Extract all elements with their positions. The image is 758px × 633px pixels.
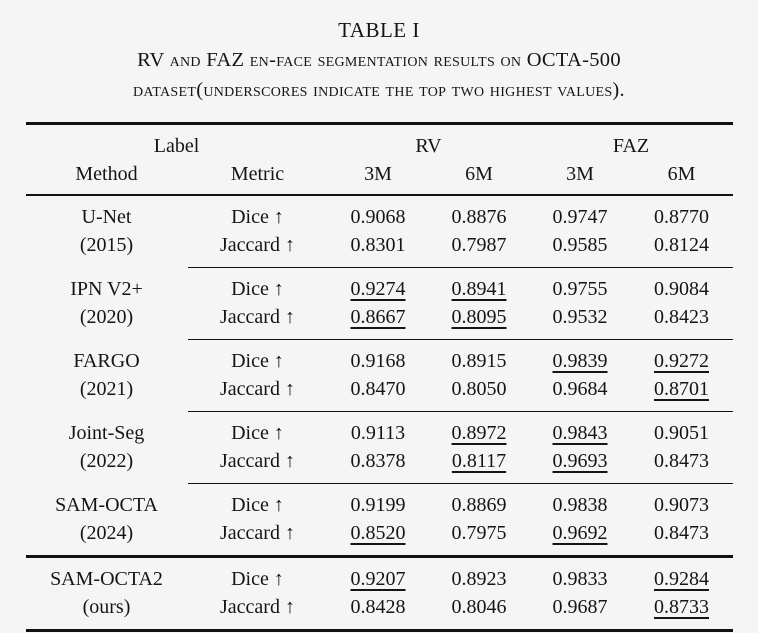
table-row — [26, 557, 733, 594]
value-cell: 0.8869 — [451, 494, 507, 516]
value-cell: 0.8428 — [350, 596, 406, 618]
value-cell — [631, 557, 733, 594]
value-cell: 0.8473 — [631, 447, 733, 484]
underlined-value: 0.8667 — [350, 306, 406, 328]
table-row — [26, 231, 733, 268]
metric-cell: Jaccard ↑ — [188, 519, 328, 557]
table-caption-block — [0, 0, 758, 105]
underlined-value: 0.8701 — [654, 378, 709, 400]
value-cell: 0.8473 — [631, 519, 733, 557]
value-cell: 0.9755 — [552, 278, 608, 300]
method-year-cell: (2022) — [79, 450, 134, 473]
value-cell: 0.8876 — [451, 206, 507, 228]
value-cell — [530, 340, 631, 376]
table-row — [26, 268, 733, 304]
results-table-body — [26, 195, 733, 631]
metric-cell: Dice ↑ — [231, 278, 284, 300]
table-row — [26, 519, 733, 557]
method-year-cell: (2020) — [79, 306, 134, 329]
method-year-cell: (2024) — [26, 519, 188, 557]
table-number: TABLE I — [338, 18, 420, 42]
value-cell: 0.9068 — [350, 206, 406, 228]
table-row — [26, 340, 733, 376]
underlined-value: 0.8941 — [451, 278, 507, 300]
header-method: Method — [26, 160, 188, 195]
underlined-value: 0.8520 — [350, 522, 406, 544]
header-faz-6m: 6M — [631, 160, 733, 195]
metric-cell: Jaccard ↑ — [220, 596, 295, 618]
method-name-cell: IPN V2+ — [70, 277, 143, 300]
metric-cell: Jaccard ↑ — [188, 375, 328, 412]
underlined-value: 0.9839 — [552, 350, 608, 372]
underlined-value: 0.9207 — [350, 568, 406, 590]
value-cell: 0.8915 — [451, 350, 507, 372]
method-name-cell: Joint-Seg — [68, 421, 145, 444]
header-metric: Metric — [188, 160, 328, 195]
value-cell — [328, 557, 429, 594]
value-cell: 0.8301 — [328, 231, 429, 268]
method-name-cell: U-Net — [81, 206, 132, 228]
value-cell — [530, 447, 631, 484]
underlined-value: 0.9843 — [552, 422, 608, 444]
metric-cell: Dice ↑ — [231, 568, 284, 590]
table-row — [26, 412, 733, 448]
table-row — [26, 303, 733, 340]
underlined-value: 0.9272 — [654, 350, 709, 372]
value-cell: 0.9113 — [350, 422, 406, 444]
value-cell: 0.8050 — [429, 375, 530, 412]
value-cell: 0.9833 — [552, 568, 608, 590]
value-cell — [328, 268, 429, 304]
metric-cell: Jaccard ↑ — [188, 303, 328, 340]
metric-cell: Jaccard ↑ — [188, 447, 328, 484]
underlined-value: 0.8117 — [451, 450, 507, 472]
underlined-value: 0.9693 — [552, 450, 608, 472]
value-cell: 0.9747 — [552, 206, 608, 228]
value-cell: 0.8378 — [328, 447, 429, 484]
table-row — [26, 195, 733, 231]
method-name-cell: SAM-OCTA2 — [50, 568, 163, 590]
value-cell — [429, 447, 530, 484]
value-cell: 0.9073 — [654, 494, 709, 516]
value-cell: 0.8124 — [631, 231, 733, 268]
metric-cell: Jaccard ↑ — [188, 231, 328, 268]
metric-cell: Dice ↑ — [231, 350, 284, 372]
value-cell: 0.8046 — [451, 596, 507, 618]
value-cell — [530, 519, 631, 557]
underlined-value: 0.8095 — [451, 306, 507, 328]
header-faz-3m: 3M — [530, 160, 631, 195]
value-cell — [328, 519, 429, 557]
value-cell: 0.9532 — [530, 303, 631, 340]
value-cell: 0.9199 — [350, 494, 406, 516]
value-cell: 0.9051 — [654, 422, 709, 444]
value-cell — [328, 303, 429, 340]
value-cell: 0.8470 — [328, 375, 429, 412]
results-table-header — [26, 124, 733, 196]
header-rv-6m: 6M — [429, 160, 530, 195]
method-year-cell: (2021) — [79, 378, 134, 401]
value-cell — [631, 593, 733, 631]
value-cell: 0.7975 — [429, 519, 530, 557]
value-cell: 0.9585 — [530, 231, 631, 268]
table-caption-line-2: dataset(underscores indicate the top two highest values). — [133, 79, 625, 101]
method-name-cell: FARGO — [73, 349, 140, 372]
value-cell — [429, 303, 530, 340]
underlined-value: 0.9692 — [552, 522, 608, 544]
value-cell: 0.9168 — [350, 350, 406, 372]
metric-cell: Dice ↑ — [231, 206, 284, 228]
value-cell: 0.9838 — [552, 494, 608, 516]
table-caption-line-1: RV and FAZ en-face segmentation results on OCTA-500 — [137, 49, 621, 71]
value-cell — [530, 412, 631, 448]
underlined-value: 0.9284 — [654, 568, 709, 590]
value-cell: 0.9684 — [530, 375, 631, 412]
header-faz-group: FAZ — [612, 135, 650, 157]
value-cell: 0.8923 — [451, 568, 507, 590]
value-cell: 0.9084 — [654, 278, 709, 300]
value-cell: 0.7987 — [429, 231, 530, 268]
header-rv-3m: 3M — [328, 160, 429, 195]
value-cell: 0.8770 — [654, 206, 709, 228]
table-row — [26, 593, 733, 631]
table-row — [26, 447, 733, 484]
method-year-cell: (ours) — [82, 596, 131, 618]
value-cell — [429, 412, 530, 448]
results-table — [26, 122, 733, 632]
underlined-value: 0.8972 — [451, 422, 507, 444]
value-cell — [429, 268, 530, 304]
underlined-value: 0.8733 — [654, 596, 709, 618]
header-rv-group: RV — [415, 135, 442, 157]
value-cell — [631, 340, 733, 376]
header-label-group: Label — [153, 135, 200, 157]
metric-cell: Dice ↑ — [231, 494, 284, 516]
table-row — [26, 375, 733, 412]
value-cell: 0.9687 — [552, 596, 608, 618]
table-row — [26, 484, 733, 520]
value-cell — [631, 375, 733, 412]
underlined-value: 0.9274 — [350, 278, 406, 300]
method-name-cell: SAM-OCTA — [55, 493, 158, 516]
metric-cell: Dice ↑ — [231, 422, 284, 444]
method-year-cell: (2015) — [79, 234, 134, 257]
value-cell: 0.8423 — [631, 303, 733, 340]
